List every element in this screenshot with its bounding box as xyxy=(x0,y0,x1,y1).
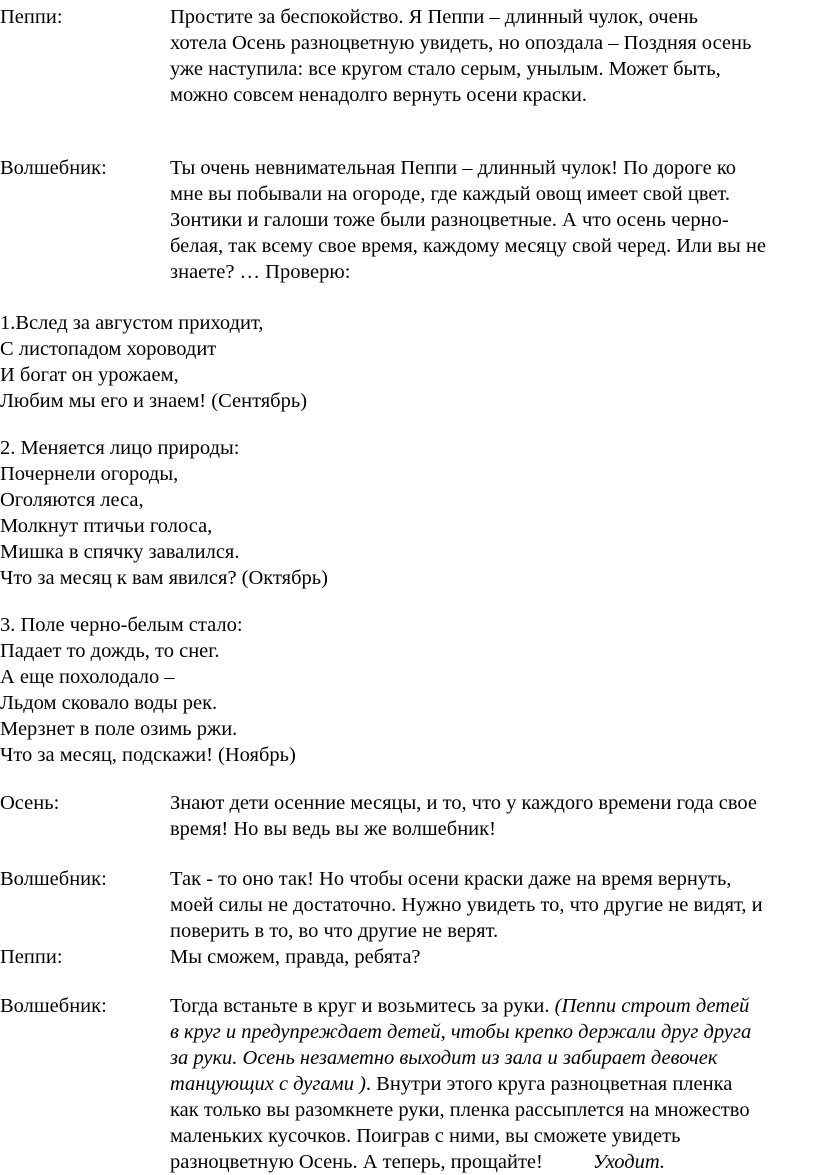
stage-direction: Уходит. xyxy=(592,1151,666,1173)
riddle-line: Любим мы его и знаем! (Сентябрь) xyxy=(0,390,308,412)
speaker-peppi: Пеппи: xyxy=(0,946,63,968)
dialogue-line xyxy=(170,1071,732,1097)
dialogue-text: Тогда встаньте в круг и возьмитесь за руки. xyxy=(170,995,555,1017)
dialogue-line: Мы сможем, правда, ребята? xyxy=(170,946,421,968)
dialogue-line: Так - то оно так! Но чтобы осени краски даже на время вернуть, xyxy=(170,868,732,890)
riddle-line: А еще похолодало – xyxy=(0,666,175,688)
riddle-line: Льдом сковало воды рек. xyxy=(0,692,218,714)
dialogue-line: мне вы побывали на огороде, где каждый овощ имеет свой цвет. xyxy=(170,183,731,205)
dialogue-line: знаете? … Проверю: xyxy=(170,261,351,283)
riddle-line: Что за месяц, подскажи! (Ноябрь) xyxy=(0,744,296,766)
riddle-line: 2. Меняется лицо природы: xyxy=(0,437,240,459)
riddle-line: Оголяются леса, xyxy=(0,489,144,511)
riddle-line: Что за месяц к вам явился? (Октябрь) xyxy=(0,567,328,589)
dialogue-line xyxy=(170,993,749,1019)
dialogue-line: хотела Осень разноцветную увидеть, но опоздала – Поздняя осень xyxy=(170,32,752,54)
dialogue-line: время! Но вы ведь вы же волшебник! xyxy=(170,818,496,840)
speaker-wizard: Волшебник: xyxy=(0,868,107,890)
dialogue-line: белая, так всему свое время, каждому месяцу свой черед. Или вы не xyxy=(170,235,766,257)
riddle-line: Молкнут птичьи голоса, xyxy=(0,515,213,537)
dialogue-line: Ты очень невнимательная Пеппи – длинный чулок! По дороге ко xyxy=(170,157,737,179)
dialogue-line: Простите за беспокойство. Я Пеппи – длинный чулок, очень xyxy=(170,6,699,28)
stage-direction: в круг и предупреждает детей, чтобы крепко держали друг друга xyxy=(170,1021,752,1043)
riddle-line: И богат он урожаем, xyxy=(0,364,179,386)
speaker-wizard: Волшебник: xyxy=(0,995,107,1017)
speaker-peppi: Пеппи: xyxy=(0,6,63,28)
dialogue-line: поверить в то, во что другие не верят. xyxy=(170,920,499,942)
dialogue-line: можно совсем ненадолго вернуть осени краски. xyxy=(170,84,588,106)
dialogue-text: . Внутри этого круга разноцветная пленка xyxy=(365,1073,733,1095)
speaker-wizard: Волшебник: xyxy=(0,157,107,179)
riddle-line: С листопадом хороводит xyxy=(0,338,217,360)
speaker-autumn: Осень: xyxy=(0,792,60,814)
dialogue-line: Знают дети осенние месяцы, и то, что у каждого времени года свое xyxy=(170,792,758,814)
dialogue-text: разноцветную Осень. А теперь, прощайте! xyxy=(170,1151,543,1173)
riddle-line: Почернели огороды, xyxy=(0,463,179,485)
riddle-line: Мерзнет в поле озимь ржи. xyxy=(0,718,238,740)
riddle-line: 3. Поле черно-белым стало: xyxy=(0,614,243,636)
riddle-line: 1.Вслед за августом приходит, xyxy=(0,312,264,334)
riddle-line: Мишка в спячку завалился. xyxy=(0,541,240,563)
dialogue-line: уже наступила: все кругом стало серым, унылым. Может быть, xyxy=(170,58,721,80)
dialogue-line: как только вы разомкнете руки, пленка рассыплется на множество xyxy=(170,1099,750,1121)
stage-direction: танцующих с дугами ) xyxy=(170,1073,366,1095)
dialogue-line xyxy=(170,1149,665,1175)
dialogue-line: Зонтики и галоши тоже были разноцветные. А что осень черно- xyxy=(170,209,729,231)
riddle-line: Падает то дождь, то снег. xyxy=(0,640,220,662)
dialogue-line: моей силы не достаточно. Нужно увидеть то, что другие не видят, и xyxy=(170,894,763,916)
dialogue-line: маленьких кусочков. Поиграв с ними, вы сможете увидеть xyxy=(170,1125,681,1147)
stage-direction: (Пеппи строит детей xyxy=(554,995,750,1017)
stage-direction: за руки. Осень незаметно выходит из зала и забирает девочек xyxy=(170,1047,718,1069)
